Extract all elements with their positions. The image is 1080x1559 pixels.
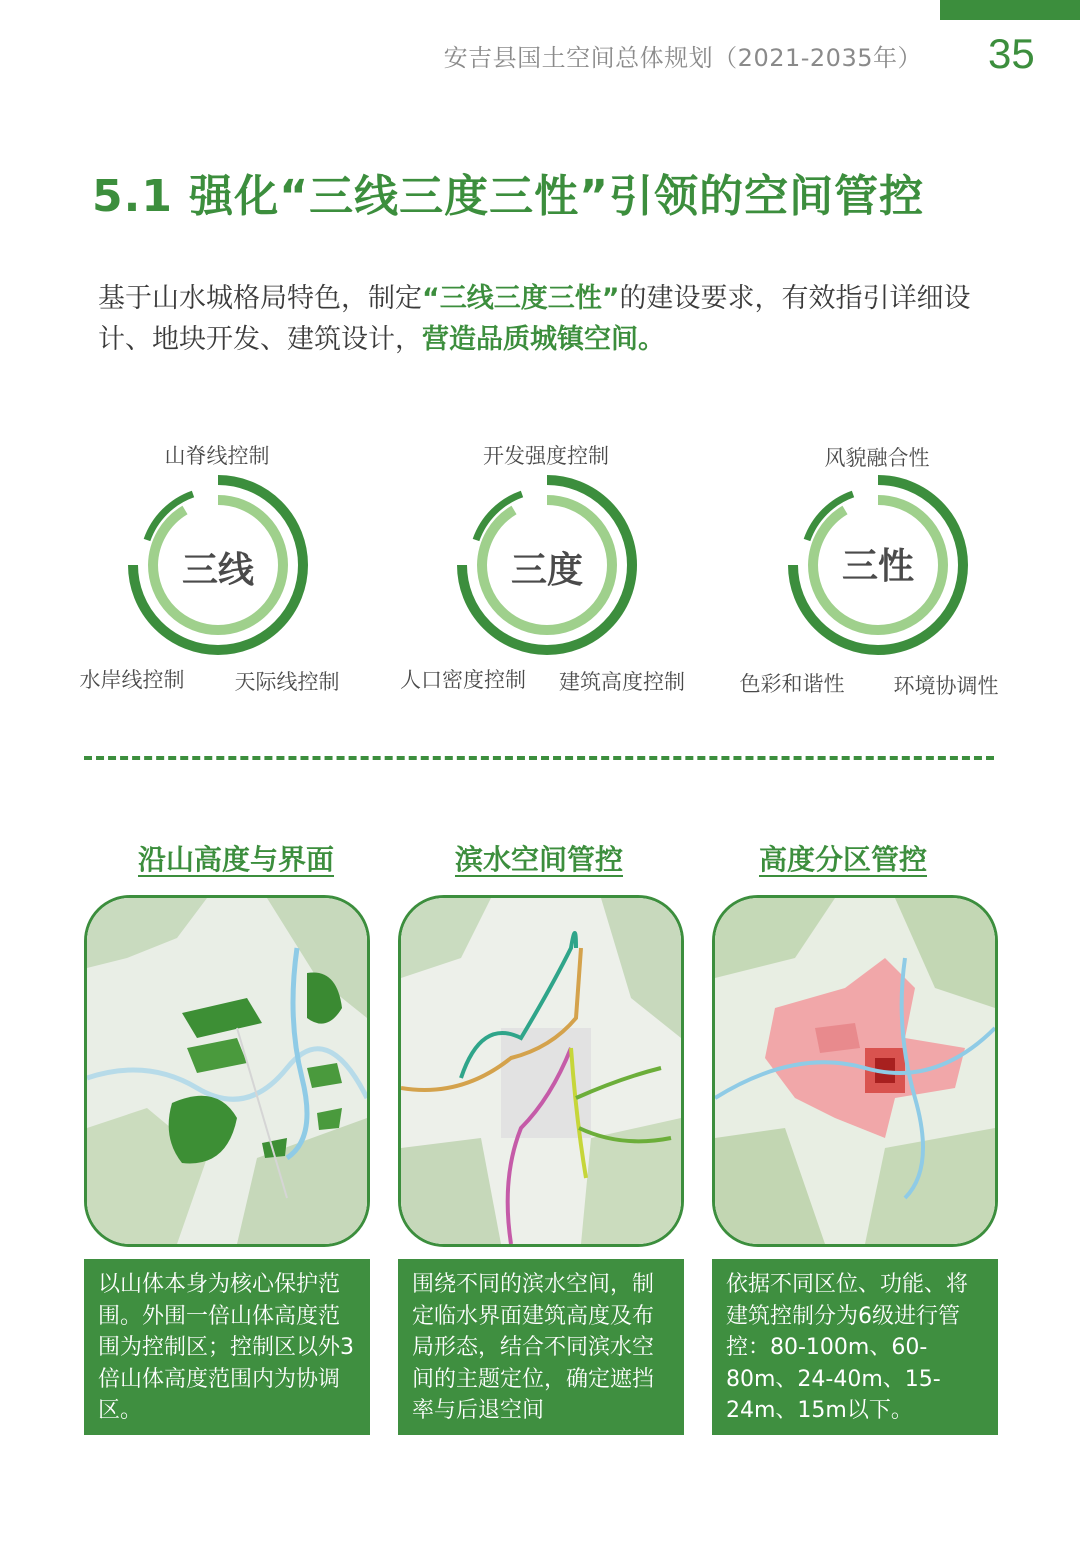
- intro-text-2: 的建设要求，有效指引详细设计、地块开发、建筑设计，: [98, 283, 971, 355]
- panel-1-title: 沿山高度与界面: [137, 843, 335, 876]
- ring-2-right-label: 建筑高度控制: [559, 670, 685, 694]
- ring-1-top-label: 山脊线控制: [164, 444, 270, 468]
- ring-1-graphic: [123, 470, 313, 660]
- panel-1-caption: 以山体本身为核心保护范围。外围一倍山体高度范围为控制区；控制区以外3倍山体高度范围内为协调区。: [84, 1259, 370, 1435]
- panel-2-caption: 围绕不同的滨水空间，制定临水界面建筑高度及布局形态，结合不同滨水空间的主题定位，确定遮挡率与后退空间: [398, 1259, 684, 1435]
- ring-3-center-text: 三性: [841, 546, 915, 587]
- top-accent-bar: [940, 0, 1080, 20]
- ring-1-right-label: 天际线控制: [234, 670, 340, 694]
- ring-3-right-label: 环境协调性: [893, 674, 999, 698]
- section-title: 5.1 强化“三线三度三性”引领的空间管控: [92, 171, 925, 222]
- dashed-divider: [84, 756, 994, 760]
- document-title: 安吉县国土空间总体规划（2021-2035年）: [443, 44, 922, 72]
- intro-paragraph: [98, 278, 998, 360]
- panel-2-title: 滨水空间管控: [454, 843, 624, 876]
- ring-1-left-label: 水岸线控制: [79, 668, 185, 692]
- panel-3-title: 高度分区管控: [758, 843, 928, 876]
- page-number: 35: [988, 30, 1035, 77]
- waterfront-control-map: [398, 895, 684, 1247]
- panel-3-caption: 依据不同区位、功能、将建筑控制分为6级进行管控：80-100m、60-80m、24-40m、15-24m、15m以下。: [712, 1259, 998, 1435]
- ring-3-top-label: 风貌融合性: [824, 446, 930, 470]
- ring-3-graphic: [783, 470, 973, 660]
- ring-2-left-label: 人口密度控制: [400, 668, 526, 692]
- ring-1-center-text: 三线: [181, 550, 255, 591]
- ring-2-graphic: [452, 470, 642, 660]
- height-zoning-map: [712, 895, 998, 1247]
- mountain-height-map: [84, 895, 370, 1247]
- ring-3-left-label: 色彩和谐性: [739, 672, 845, 696]
- intro-text-1: 基于山水城格局特色，制定: [98, 283, 422, 314]
- intro-highlight-1: “三线三度三性”: [422, 283, 620, 314]
- intro-highlight-2: 营造品质城镇空间。: [422, 324, 665, 355]
- ring-2-center-text: 三度: [510, 550, 584, 591]
- ring-2-top-label: 开发强度控制: [483, 444, 609, 468]
